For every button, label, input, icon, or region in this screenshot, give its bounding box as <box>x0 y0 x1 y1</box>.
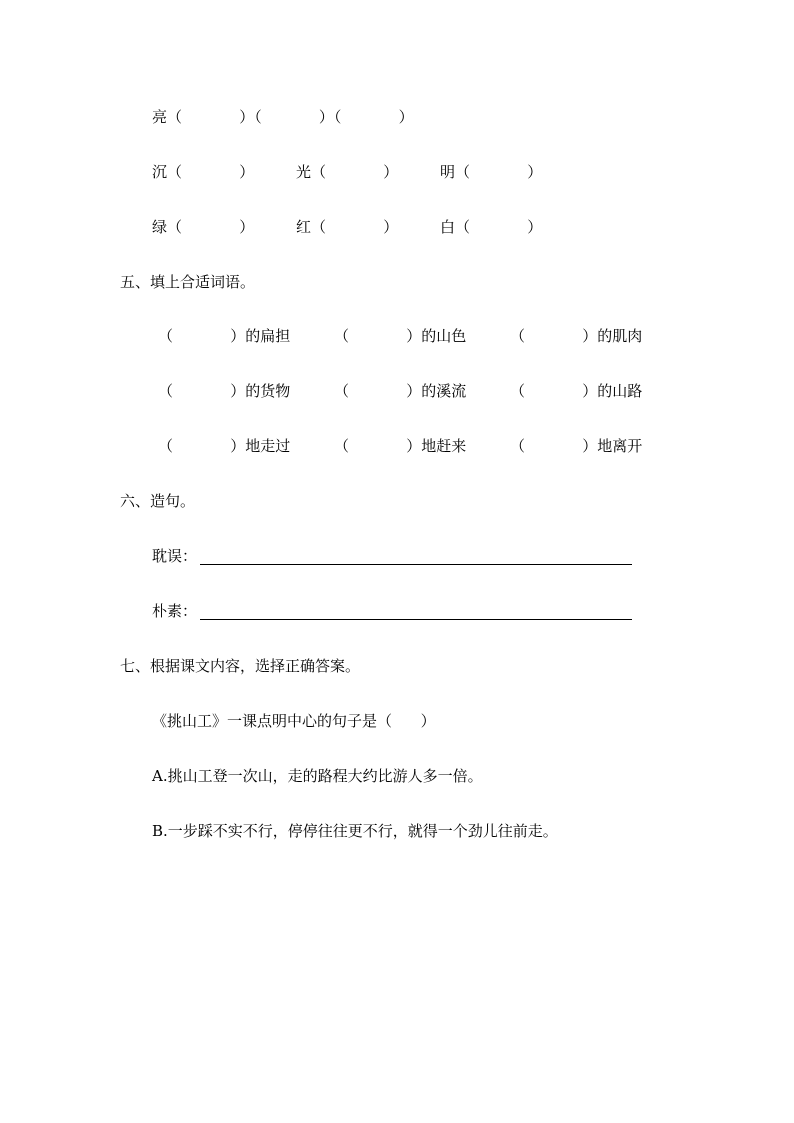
phrase-blank: （ ）的溪流 <box>334 382 467 400</box>
option-a: A.挑山工登一次山，走的路程大约比游人多一倍。 <box>152 767 483 785</box>
fill-item-guang: 光（ ） <box>296 163 399 181</box>
question-text: 《挑山工》一课点明中心的句子是（ ） <box>152 712 436 730</box>
fill-item-lv: 绿（ ） <box>152 218 255 236</box>
phrase-blank: （ ）的货物 <box>158 382 291 400</box>
phrase-blank: （ ）的肌肉 <box>510 327 643 345</box>
phrase-blank: （ ）地走过 <box>158 437 291 455</box>
option-b: B.一步踩不实不行，停停往往更不行，就得一个劲儿往前走。 <box>152 822 558 840</box>
fill-item-chen: 沉（ ） <box>152 163 255 181</box>
phrase-blank: （ ）的山路 <box>510 382 643 400</box>
phrase-blank: （ ）的山色 <box>334 327 467 345</box>
section6-heading: 六、造句。 <box>120 492 196 510</box>
sentence-word-label: 耽误： <box>152 547 198 565</box>
section5-heading: 五、填上合适词语。 <box>120 273 256 291</box>
fill-item-hong: 红（ ） <box>296 218 399 236</box>
fill-item-bai: 白（ ） <box>440 218 543 236</box>
fill-item-ming: 明（ ） <box>440 163 543 181</box>
phrase-blank: （ ）的扁担 <box>158 327 291 345</box>
section7-heading: 七、根据课文内容，选择正确答案。 <box>120 657 361 675</box>
phrase-blank: （ ）地离开 <box>510 437 643 455</box>
answer-line[interactable] <box>200 564 632 565</box>
fill-row-liang: 亮（ ）（ ）（ ） <box>152 108 414 126</box>
sentence-word-label: 朴素： <box>152 602 198 620</box>
answer-line[interactable] <box>200 619 632 620</box>
phrase-blank: （ ）地赶来 <box>334 437 467 455</box>
